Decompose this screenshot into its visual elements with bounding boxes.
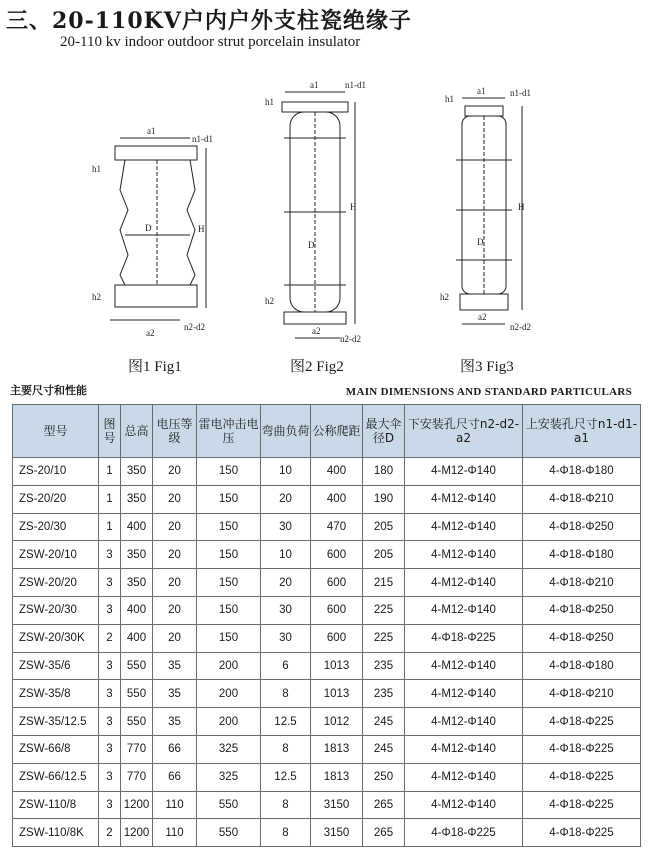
table-cell: 4-Φ18-Φ210 — [523, 680, 641, 708]
table-cell: 600 — [311, 541, 363, 569]
table-cell: 4-M12-Φ140 — [405, 596, 523, 624]
table-row — [13, 819, 641, 847]
table-cell: 770 — [121, 763, 153, 791]
table-cell: ZSW-110/8K — [13, 819, 99, 847]
table-cell: 4-M12-Φ140 — [405, 485, 523, 513]
table-cell: 1 — [99, 485, 121, 513]
table-cell: ZS-20/20 — [13, 485, 99, 513]
table-cell: 400 — [311, 485, 363, 513]
table-cell: 150 — [197, 485, 261, 513]
col-header: 型号 — [13, 405, 99, 458]
table-cell: 200 — [197, 708, 261, 736]
fig3-H-label: H — [518, 202, 525, 212]
table-cell: 325 — [197, 735, 261, 763]
table-cell: 1200 — [121, 819, 153, 847]
col-header: 公称爬距 — [311, 405, 363, 458]
table-cell: 8 — [261, 735, 311, 763]
table-cell: 10 — [261, 458, 311, 486]
table-cell: 1200 — [121, 791, 153, 819]
table-cell: 20 — [153, 596, 197, 624]
page-title: 三、20-110KV户内户外支柱瓷绝缘子 — [6, 8, 412, 34]
table-cell: 1813 — [311, 735, 363, 763]
table-header-row — [13, 405, 641, 458]
table-cell: 4-M12-Φ140 — [405, 680, 523, 708]
table-cell: 8 — [261, 680, 311, 708]
table-cell: 225 — [363, 624, 405, 652]
table-cell: 225 — [363, 596, 405, 624]
table-cell: 6 — [261, 652, 311, 680]
table-cell: ZSW-20/10 — [13, 541, 99, 569]
table-cell: 250 — [363, 763, 405, 791]
table-cell: 20 — [261, 485, 311, 513]
fig1-n1d1-label: n1-d1 — [192, 134, 213, 144]
col-header: 上安装孔尺寸n1-d1-a1 — [523, 405, 641, 458]
table-cell: 4-Φ18-Φ225 — [405, 819, 523, 847]
table-cell: 265 — [363, 791, 405, 819]
table-cell: 600 — [311, 596, 363, 624]
table-row — [13, 652, 641, 680]
table-cell: 200 — [197, 652, 261, 680]
table-cell: 4-M12-Φ140 — [405, 569, 523, 597]
table-cell: 2 — [99, 624, 121, 652]
table-cell: 2 — [99, 819, 121, 847]
table-row — [13, 513, 641, 541]
fig1-n2d2-label: n2-d2 — [184, 322, 205, 332]
fig3-h2-label: h2 — [440, 292, 449, 302]
table-cell: 350 — [121, 541, 153, 569]
table-cell: 400 — [311, 458, 363, 486]
fig2-D-label: D — [308, 240, 315, 250]
fig1-drawing — [92, 126, 213, 338]
table-row — [13, 735, 641, 763]
fig3-caption: 图3 Fig3 — [460, 359, 514, 375]
page-subtitle: 20-110 kv indoor outdoor strut porcelain insulator — [60, 34, 361, 50]
table-cell: 400 — [121, 513, 153, 541]
col-header: 最大伞径D — [363, 405, 405, 458]
table-cell: 325 — [197, 763, 261, 791]
table-cell: 4-M12-Φ140 — [405, 763, 523, 791]
table-cell: 3150 — [311, 819, 363, 847]
table-cell: 4-M12-Φ140 — [405, 458, 523, 486]
fig2-H-label: H — [350, 202, 357, 212]
col-header: 电压等级 — [153, 405, 197, 458]
table-cell: 4-Φ18-Φ210 — [523, 569, 641, 597]
table-cell: 150 — [197, 569, 261, 597]
specifications-table — [12, 404, 641, 847]
table-cell: 215 — [363, 569, 405, 597]
table-cell: 20 — [153, 458, 197, 486]
table-cell: 20 — [153, 569, 197, 597]
table-cell: 4-Φ18-Φ180 — [523, 458, 641, 486]
table-row — [13, 485, 641, 513]
table-cell: 150 — [197, 513, 261, 541]
table-cell: 3 — [99, 735, 121, 763]
table-cell: 4-M12-Φ140 — [405, 513, 523, 541]
table-cell: 1 — [99, 458, 121, 486]
table-cell: 350 — [121, 485, 153, 513]
table-cell: 3150 — [311, 791, 363, 819]
section-title-en: MAIN DIMENSIONS AND STANDARD PARTICULARS — [345, 386, 632, 398]
fig2-drawing — [265, 80, 366, 344]
figures-area — [0, 80, 650, 380]
table-cell: 35 — [153, 708, 197, 736]
table-cell: 770 — [121, 735, 153, 763]
table-cell: 150 — [197, 458, 261, 486]
table-row — [13, 708, 641, 736]
table-cell: 3 — [99, 569, 121, 597]
fig2-a1-label: a1 — [310, 80, 319, 90]
table-cell: 4-Φ18-Φ225 — [523, 791, 641, 819]
table-cell: 150 — [197, 624, 261, 652]
table-cell: 20 — [153, 541, 197, 569]
fig3-n1d1-label: n1-d1 — [510, 88, 531, 98]
table-row — [13, 624, 641, 652]
table-row — [13, 458, 641, 486]
table-cell: 4-M12-Φ140 — [405, 791, 523, 819]
table-cell: 4-Φ18-Φ225 — [523, 708, 641, 736]
table-cell: 4-Φ18-Φ225 — [523, 763, 641, 791]
table-cell: 3 — [99, 763, 121, 791]
table-cell: 4-M12-Φ140 — [405, 708, 523, 736]
table-cell: 1012 — [311, 708, 363, 736]
table-cell: 4-M12-Φ140 — [405, 541, 523, 569]
table-cell: 30 — [261, 624, 311, 652]
fig2-n2d2-label: n2-d2 — [340, 334, 361, 344]
table-cell: 550 — [197, 791, 261, 819]
table-cell: 20 — [261, 569, 311, 597]
table-cell: 4-Φ18-Φ225 — [523, 735, 641, 763]
table-cell: 1 — [99, 513, 121, 541]
table-cell: 66 — [153, 735, 197, 763]
table-cell: 550 — [197, 819, 261, 847]
fig1-a1-label: a1 — [147, 126, 156, 136]
table-cell: 550 — [121, 680, 153, 708]
fig1-D-label: D — [145, 223, 152, 233]
table-cell: 3 — [99, 708, 121, 736]
fig1-h1-label: h1 — [92, 164, 101, 174]
table-cell: ZSW-35/12.5 — [13, 708, 99, 736]
col-header: 图号 — [99, 405, 121, 458]
table-cell: ZSW-66/8 — [13, 735, 99, 763]
table-cell: 400 — [121, 596, 153, 624]
table-cell: 30 — [261, 513, 311, 541]
table-cell: ZSW-35/8 — [13, 680, 99, 708]
table-cell: 4-Φ18-Φ250 — [523, 513, 641, 541]
table-row — [13, 791, 641, 819]
table-cell: 4-Φ18-Φ250 — [523, 624, 641, 652]
col-header: 下安装孔尺寸n2-d2-a2 — [405, 405, 523, 458]
fig1-h2-label: h2 — [92, 292, 101, 302]
table-row — [13, 541, 641, 569]
table-cell: 1013 — [311, 680, 363, 708]
table-cell: 20 — [153, 513, 197, 541]
table-cell: 30 — [261, 596, 311, 624]
fig3-D-label: D — [477, 237, 484, 247]
fig3-a1-label: a1 — [477, 86, 486, 96]
table-cell: 470 — [311, 513, 363, 541]
table-cell: 4-Φ18-Φ210 — [523, 485, 641, 513]
table-cell: 180 — [363, 458, 405, 486]
table-cell: 150 — [197, 541, 261, 569]
table-cell: 66 — [153, 763, 197, 791]
table-cell: 550 — [121, 652, 153, 680]
col-header: 雷电冲击电压 — [197, 405, 261, 458]
fig2-h2-label: h2 — [265, 296, 274, 306]
table-cell: 35 — [153, 680, 197, 708]
table-cell: 245 — [363, 735, 405, 763]
table-cell: 110 — [153, 791, 197, 819]
col-header: 总高 — [121, 405, 153, 458]
table-cell: ZSW-20/30 — [13, 596, 99, 624]
fig3-a2-label: a2 — [478, 312, 487, 322]
table-cell: 550 — [121, 708, 153, 736]
table-cell: 3 — [99, 791, 121, 819]
table-cell: 1813 — [311, 763, 363, 791]
table-cell: ZS-20/10 — [13, 458, 99, 486]
fig2-a2-label: a2 — [312, 326, 321, 336]
fig1-H-label: H — [198, 224, 205, 234]
col-header: 弯曲负荷 — [261, 405, 311, 458]
table-cell: 350 — [121, 569, 153, 597]
table-cell: 150 — [197, 596, 261, 624]
table-cell: 350 — [121, 458, 153, 486]
table-cell: ZSW-110/8 — [13, 791, 99, 819]
table-cell: 205 — [363, 541, 405, 569]
table-cell: 3 — [99, 652, 121, 680]
table-cell: 600 — [311, 624, 363, 652]
fig1-a2-label: a2 — [146, 328, 155, 338]
table-cell: 3 — [99, 596, 121, 624]
table-cell: 3 — [99, 680, 121, 708]
table-cell: 20 — [153, 485, 197, 513]
table-cell: 4-M12-Φ140 — [405, 735, 523, 763]
table-cell: 12.5 — [261, 763, 311, 791]
table-cell: ZSW-35/6 — [13, 652, 99, 680]
fig3-h1-label: h1 — [445, 94, 454, 104]
table-row — [13, 763, 641, 791]
table-cell: 245 — [363, 708, 405, 736]
fig2-caption: 图2 Fig2 — [290, 359, 344, 375]
table-cell: 4-Φ18-Φ225 — [523, 819, 641, 847]
table-cell: 10 — [261, 541, 311, 569]
table-cell: 8 — [261, 791, 311, 819]
table-cell: 4-Φ18-Φ180 — [523, 652, 641, 680]
fig3-n2d2-label: n2-d2 — [510, 322, 531, 332]
table-cell: 265 — [363, 819, 405, 847]
table-cell: ZSW-66/12.5 — [13, 763, 99, 791]
table-cell: 200 — [197, 680, 261, 708]
section-title-cn: 主要尺寸和性能 — [10, 384, 87, 397]
table-cell: 4-M12-Φ140 — [405, 652, 523, 680]
table-cell: 4-Φ18-Φ225 — [405, 624, 523, 652]
table-cell: 4-Φ18-Φ180 — [523, 541, 641, 569]
table-cell: 3 — [99, 541, 121, 569]
table-body — [13, 458, 641, 847]
table-cell: 12.5 — [261, 708, 311, 736]
table-cell: 35 — [153, 652, 197, 680]
table-cell: ZSW-20/20 — [13, 569, 99, 597]
table-row — [13, 569, 641, 597]
fig2-h1-label: h1 — [265, 97, 274, 107]
table-row — [13, 596, 641, 624]
insulator-drawings — [0, 80, 650, 380]
table-cell: 4-Φ18-Φ250 — [523, 596, 641, 624]
table-cell: 110 — [153, 819, 197, 847]
table-cell: 235 — [363, 652, 405, 680]
fig1-caption: 图1 Fig1 — [128, 359, 182, 375]
table-cell: ZSW-20/30K — [13, 624, 99, 652]
table-cell: 600 — [311, 569, 363, 597]
table-cell: 235 — [363, 680, 405, 708]
table-cell: 1013 — [311, 652, 363, 680]
table-cell: 190 — [363, 485, 405, 513]
table-cell: 400 — [121, 624, 153, 652]
table-cell: 205 — [363, 513, 405, 541]
table-cell: ZS-20/30 — [13, 513, 99, 541]
fig3-drawing — [440, 86, 531, 332]
table-row — [13, 680, 641, 708]
fig2-n1d1-label: n1-d1 — [345, 80, 366, 90]
table-cell: 8 — [261, 819, 311, 847]
table-cell: 20 — [153, 624, 197, 652]
